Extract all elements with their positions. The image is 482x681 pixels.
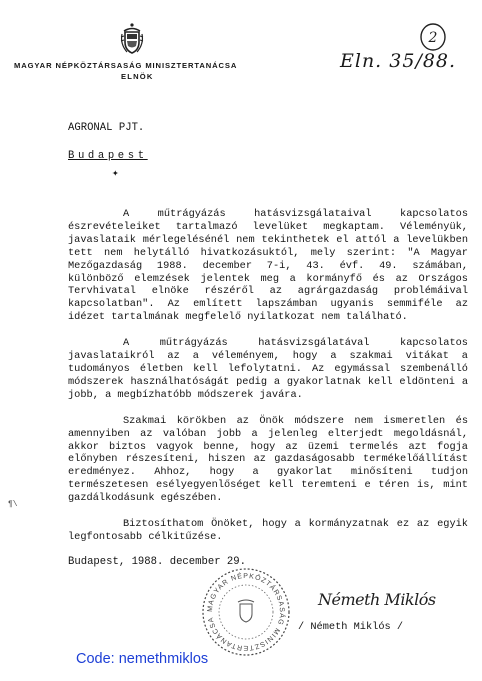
official-stamp [200,566,292,658]
paragraph: Szakmai körökben az Önök módszere nem ismeretlen és amennyiben az valóban jobb a jelenleg elterjedt megoldásnál, akkor biztos vagyok benne, hogy az üzemi termelés azt fogja előnyben részesíteni, hiszen az gazdaságosabb termékelőállítást eredményez. Ahhoz, hogy a gyakorlat minősíteni tudjon természetesen esélyegyenlőséget kell teremteni e téren is, mint gazdálkodásunk egészében. [68,414,468,505]
registration-number: Eln. 35/88. [340,50,457,72]
letterhead-title: MAGYAR NÉPKÖZTÁRSASÁG MINISZTERTANÁCSA [14,61,238,70]
circled-page-number [418,22,448,52]
ink-mark: ✦ [112,168,119,180]
paragraph: A műtrágyázás hatásvizsgálatával kapcsolatos javaslataikról az a véleményem, hogy a szakmai vitákat a tudományos életben kell lefolytatni. Az egymással szembenálló módszerek használhatóságát pedig a gyakorlatnak kell eldönteni a jobb, a megbízhatóbb módszerek javára. [68,337,468,401]
signer-name: / Németh Miklós / [298,621,404,633]
stamp-crest-icon [238,600,254,622]
addressee-city: Budapest [68,150,148,162]
circled-number-text: 2 [428,30,438,46]
stamp-text: MAGYAR NÉPKÖZTÁRSASÁG MINISZTERTANÁCSA [206,572,286,652]
coat-of-arms-icon [118,22,146,56]
paragraph: A műtrágyázás hatásvizsgálataival kapcsolatos észrevételeiket tartalmazó levelüket megkaptam. Véleményük, javaslataik mérlegelésénél nem tekinthetek el attól a levelükben tett nem helytálló hivatkozásuktól, mely szerint: "A Magyar Mezőgazdaság 1988. december 7-i, 43. évf. 49. számában, különböző elemzések jelentek meg a kormányfő és az Országos Tervhivatal elnöke részéről az agrárgazdaság problémáival kapcsolatban". Az említett lapszámban ugyanis semmiféle az idézet tartalmának megfelelő nyilatkozat nem található. [68,208,468,324]
letterhead-subtitle: ELNÖK [121,72,154,81]
code-label: Code: nemethmiklos [76,651,209,667]
letter-body [68,208,468,544]
dateline: Budapest, 1988. december 29. [68,556,247,568]
margin-mark: ¶\ [8,500,18,509]
handwritten-signature: Németh Miklós [318,590,436,609]
paragraph: Biztosíthatom Önöket, hogy a kormányzatnak ez az egyik legfontosabb célkitűzése. [68,518,468,543]
addressee: AGRONAL PJT. [68,122,145,134]
